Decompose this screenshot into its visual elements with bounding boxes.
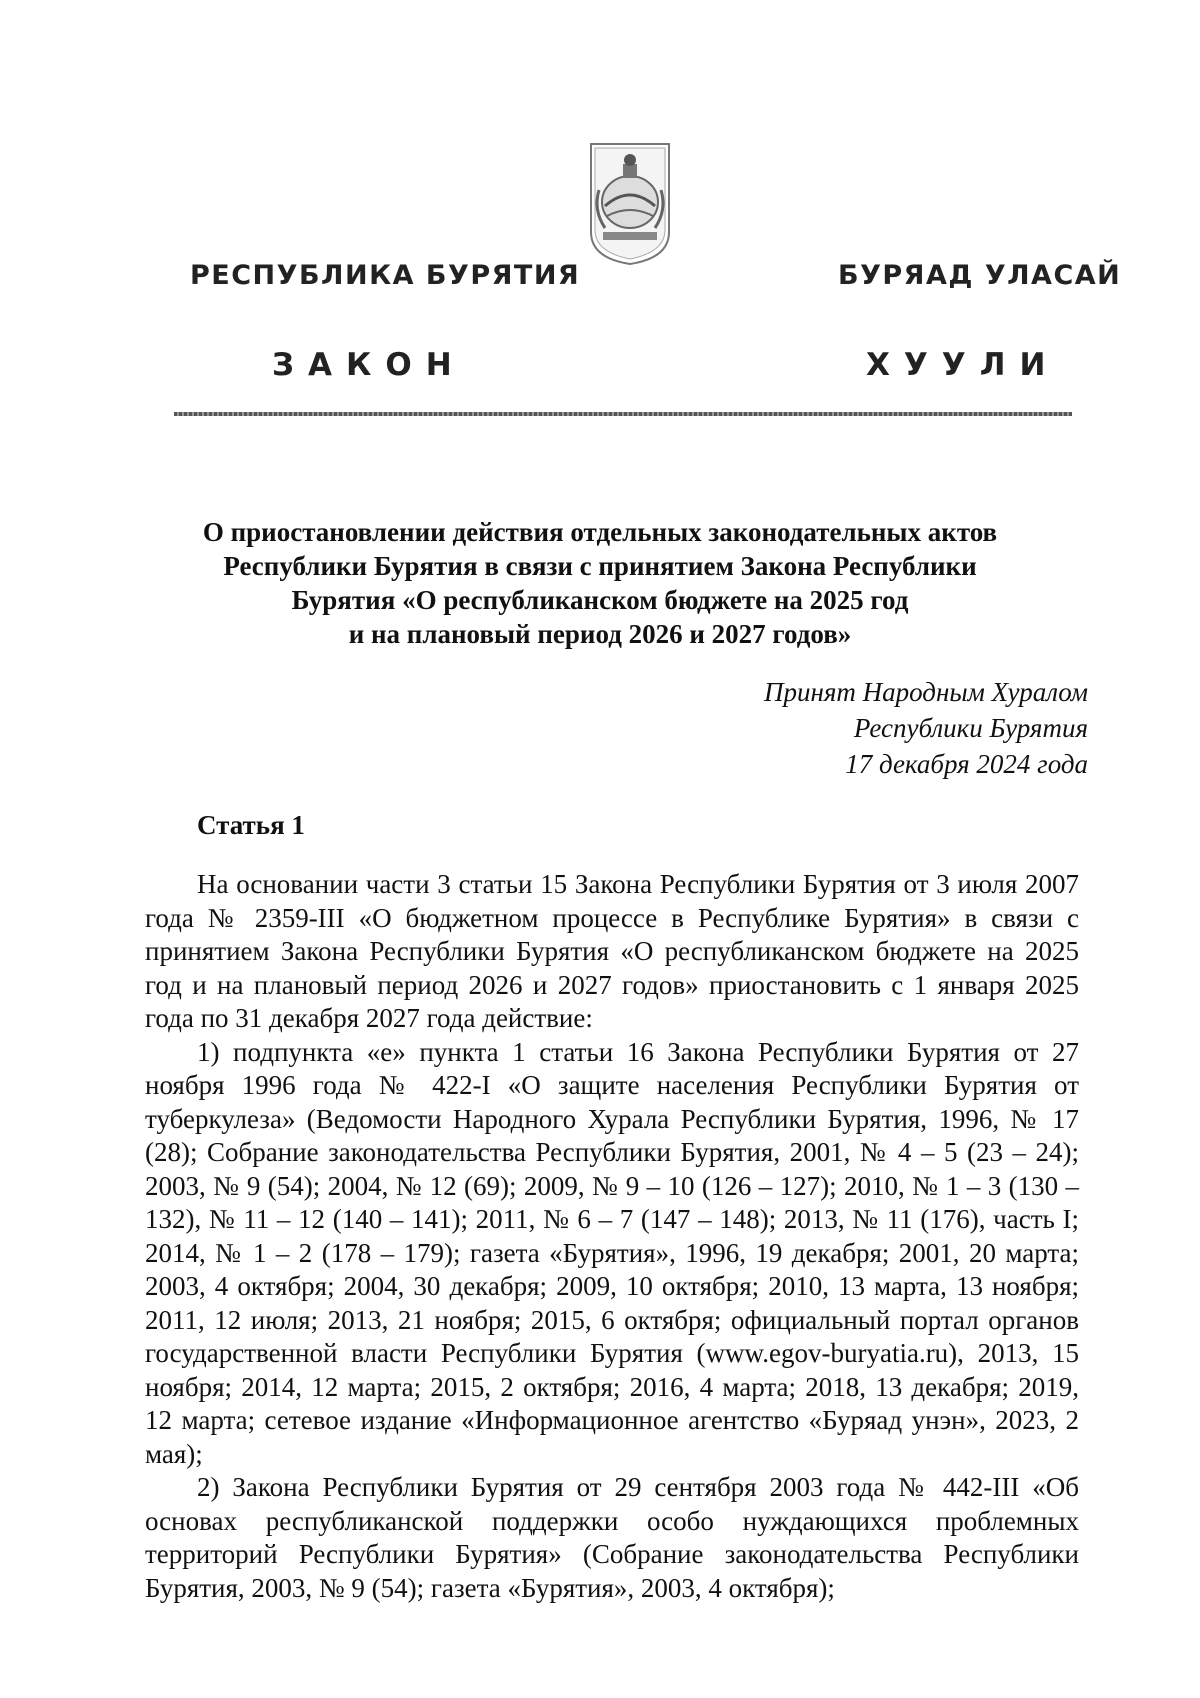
adoption-note bbox=[764, 674, 1088, 782]
adoption-note-line: Принят Народным Хуралом bbox=[763, 677, 1088, 707]
law-heading-buryat: ХУУЛИ bbox=[866, 347, 1060, 383]
law-title-line: Республики Бурятия в связи с принятием Закона Республики bbox=[223, 551, 977, 581]
law-title-line: и на плановый период 2026 и 2027 годов» bbox=[348, 619, 852, 649]
law-title-line: О приостановлении действия отдельных законодательных актов bbox=[202, 517, 998, 547]
coat-of-arms-icon bbox=[587, 140, 673, 266]
law-heading-russian: ЗАКОН bbox=[272, 347, 466, 383]
paragraph-preamble: На основании части 3 статьи 15 Закона Республики Бурятия от 3 июля 2007 года № 2359-III «О бюджетном процессе в Республике Бурятия» в связи с принятием Закона Республики Бурятия «О республиканском бюджете на 2025 год и на плановый период 2026 и 2027 годов» приостановить с 1 января 2025 года по 31 декабря 2027 года действие: bbox=[145, 869, 1079, 1033]
law-title bbox=[140, 515, 1060, 651]
paragraph-item-1: 1) подпункта «е» пункта 1 статьи 16 Закона Республики Бурятия от 27 ноября 1996 года № 422-I «О защите населения Республики Бурятия от туберкулеза» (Ведомости Народного Хурала Республики Бурятия, 1996, № 17 (28); Собрание законодательства Республики Бурятия, 2001, № 4 – 5 (23 – 24); 2003, № 9 (54); 2004, № 12 (69); 2009, № 9 – 10 (126 – 127); 2010, № 1 – 3 (130 – 132), № 11 – 12 (140 – 141); 2011, № 6 – 7 (147 – 148); 2013, № 11 (176), часть I; 2014, № 1 – 2 (178 – 179); газета «Бурятия», 1996, 19 декабря; 2001, 20 марта; 2003, 4 октября; 2004, 30 декабря; 2009, 10 октября; 2010, 13 марта, 13 ноября; 2011, 12 июля; 2013, 21 ноября; 2015, 6 октября; официальный портал органов государственной власти Республики Бурятия (www.egov-buryatia.ru), 2013, 15 ноября; 2014, 12 марта; 2015, 2 октября; 2016, 4 марта; 2018, 13 декабря; 2019, 12 марта; сетевое издание «Информационное агентство «Буряад унэн», 2023, 2 мая); bbox=[145, 1036, 1079, 1469]
article-heading: Статья 1 bbox=[197, 810, 305, 840]
law-title-line: Бурятия «О республиканском бюджете на 2025 год bbox=[291, 585, 909, 615]
header-divider bbox=[174, 412, 1072, 416]
adoption-date: 17 декабря 2024 года bbox=[845, 749, 1088, 779]
adoption-note-line: Республики Бурятия bbox=[853, 713, 1088, 743]
republic-name-buryat: БУРЯАД УЛАСАЙ bbox=[838, 260, 1122, 291]
paragraph-item-2: 2) Закона Республики Бурятия от 29 сентября 2003 года № 442-III «Об основах республиканской поддержки особо нуждающихся проблемных территорий Республики Бурятия» (Собрание законодательства Республики Бурятия, 2003, № 9 (54); газета «Бурятия», 2003, 4 октября); bbox=[145, 1472, 1079, 1603]
republic-name-russian: РЕСПУБЛИКА БУРЯТИЯ bbox=[190, 260, 581, 291]
article-body bbox=[145, 868, 1079, 1605]
